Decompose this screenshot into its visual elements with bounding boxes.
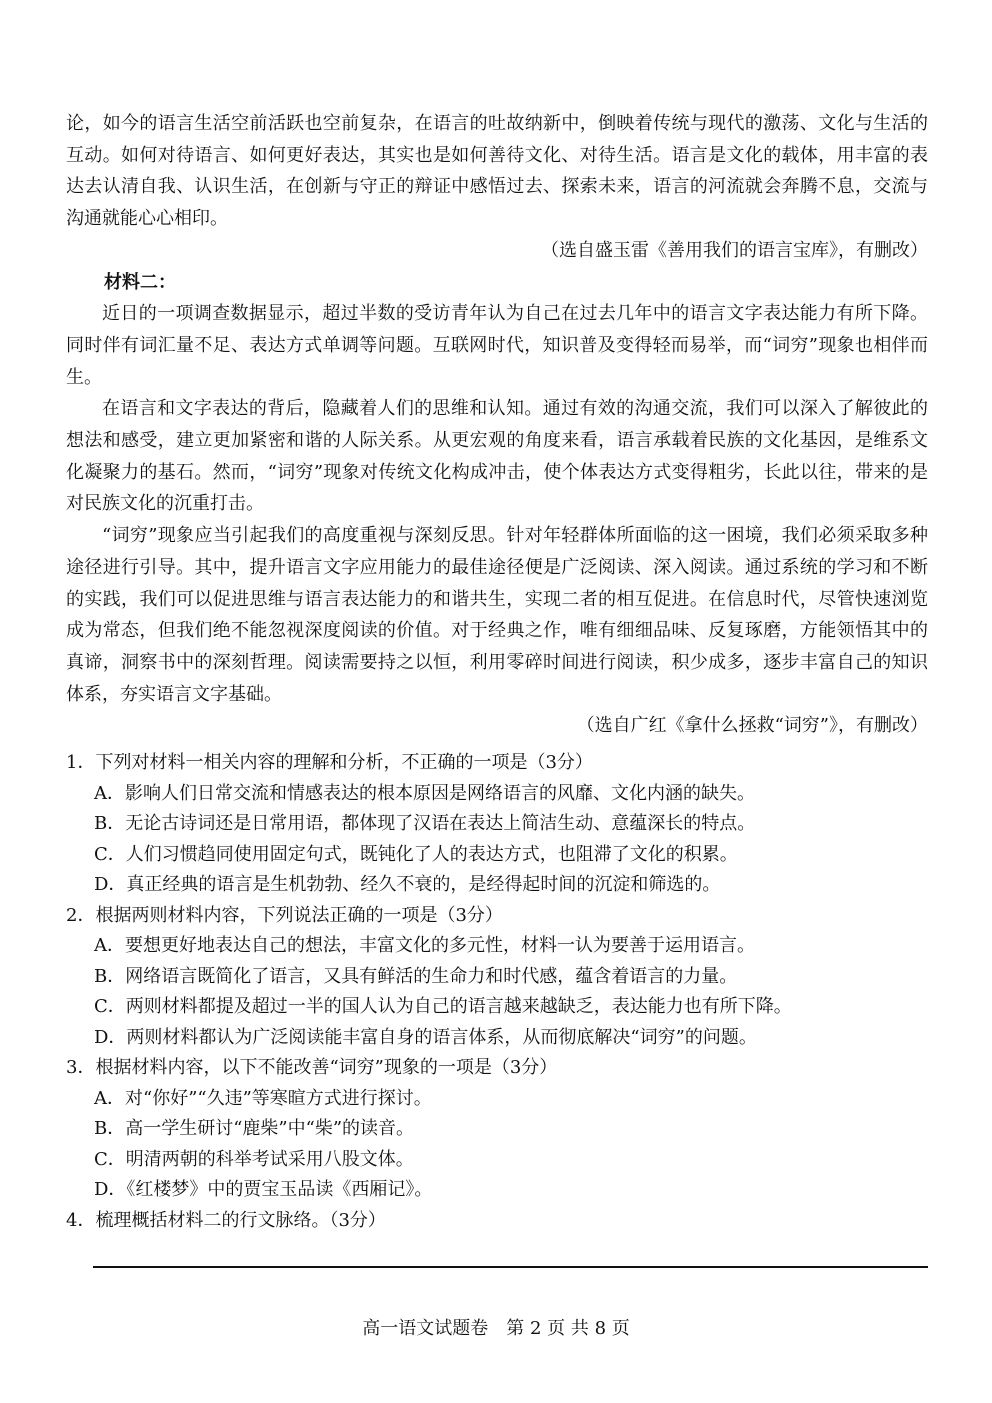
question-2-option-d: D．两则材料都认为广泛阅读能丰富自身的语言体系，从而彻底解决“词穷”的问题。	[94, 1026, 757, 1048]
material-two-paragraph-3: “词穷”现象应当引起我们的高度重视与深刻反思。针对年轻群体所面临的这一困境，我们必须采取多种途径进行引导。其中，提升语言文字应用能力的最佳途径便是广泛阅读、深入阅读。通过系统的学习和不断的实践，我们可以促进思维与语言表达能力的和谐共生，实现二者的相互促进。在信息时代，尽管快速浏览成为常态，但我们绝不能忽视深度阅读的价值。对于经典之作，唯有细细品味、反复琢磨，方能领悟其中的真谛，洞察书中的深刻哲理。阅读需要持之以恒，利用零碎时间进行阅读，积少成多，逐步丰富自己的知识体系，夯实语言文字基础。	[66, 525, 928, 705]
question-2-stem: 2．根据两则材料内容，下列说法正确的一项是（3分）	[66, 904, 503, 926]
material-one-source: （选自盛玉雷《善用我们的语言宝库》，有删改）	[541, 239, 928, 261]
material-one-paragraph: 论，如今的语言生活空前活跃也空前复杂，在语言的吐故纳新中，倒映着传统与现代的激荡、文化与生活的互动。如何对待语言、如何更好表达，其实也是如何善待文化、对待生活。语言是文化的载体，用丰富的表达去认清自我、认识生活，在创新与守正的辩证中感悟过去、探索未来，语言的河流就会奔腾不息，交流与沟通就能心心相印。	[66, 113, 928, 230]
material-two-title: 材料二：	[104, 271, 176, 293]
question-1-option-b: B．无论古诗词还是日常用语，都体现了汉语在表达上简洁生动、意蕴深长的特点。	[94, 813, 756, 834]
material-two-paragraph-1: 近日的一项调查数据显示，超过半数的受访青年认为自己在过去几年中的语言文字表达能力有所下降。同时伴有词汇量不足、表达方式单调等问题。互联网时代，知识普及变得轻而易举，而“词穷”现象也相伴而生。	[66, 303, 928, 388]
question-3-option-b: B．高一学生研讨“鹿柴”中“柴”的读音。	[94, 1118, 415, 1139]
question-3-option-a: A．对“你好”“久违”等寒暄方式进行探讨。	[94, 1087, 432, 1109]
question-1-option-c: C．人们习惯趋同使用固定句式，既钝化了人的表达方式，也阻滞了文化的积累。	[94, 843, 738, 865]
question-3-stem: 3．根据材料内容，以下不能改善“词穷”现象的一项是（3分）	[66, 1057, 558, 1078]
question-1-option-a: A．影响人们日常交流和情感表达的根本原因是网络语言的风靡、文化内涵的缺失。	[94, 782, 755, 804]
question-2-option-b: B．网络语言既简化了语言，又具有鲜活的生命力和时代感，蕴含着语言的力量。	[94, 965, 738, 987]
question-4-stem: 4．梳理概括材料二的行文脉络。（3分）	[66, 1209, 386, 1231]
question-3-option-d: D．《红楼梦》中的贾宝玉品读《西厢记》。	[94, 1179, 433, 1200]
material-two-paragraph-2: 在语言和文字表达的背后，隐藏着人们的思维和认知。通过有效的沟通交流，我们可以深入了解彼此的想法和感受，建立更加紧密和谐的人际关系。从更宏观的角度来看，语言承载着民族的文化基因，是维系文化凝聚力的基石。然而，“词穷”现象对传统文化构成冲击，使个体表达方式变得粗劣，长此以往，带来的是对民族文化的沉重打击。	[66, 398, 928, 515]
question-3-option-c: C．明清两朝的科举考试采用八股文体。	[94, 1148, 414, 1170]
questions-section	[66, 748, 928, 1236]
question-2-option-a: A．要想更好地表达自己的想法，丰富文化的多元性，材料一认为要善于运用语言。	[94, 935, 755, 956]
question-1-stem: 1．下列对材料一相关内容的理解和分析，不正确的一项是（3分）	[66, 752, 593, 773]
material-two-source: （选自广红《拿什么拯救“词穷”》，有删改）	[576, 715, 928, 737]
footer-divider	[93, 1266, 928, 1268]
question-1-option-d: D．真正经典的语言是生机勃勃、经久不衰的，是经得起时间的沉淀和筛选的。	[94, 874, 721, 895]
question-2-option-c: C．两则材料都提及超过一半的国人认为自己的语言越来越缺乏，表达能力也有所下降。	[94, 996, 792, 1017]
material-one-section	[66, 108, 928, 742]
page-footer: 高一语文试题卷 第 2 页 共 8 页	[362, 1318, 630, 1339]
